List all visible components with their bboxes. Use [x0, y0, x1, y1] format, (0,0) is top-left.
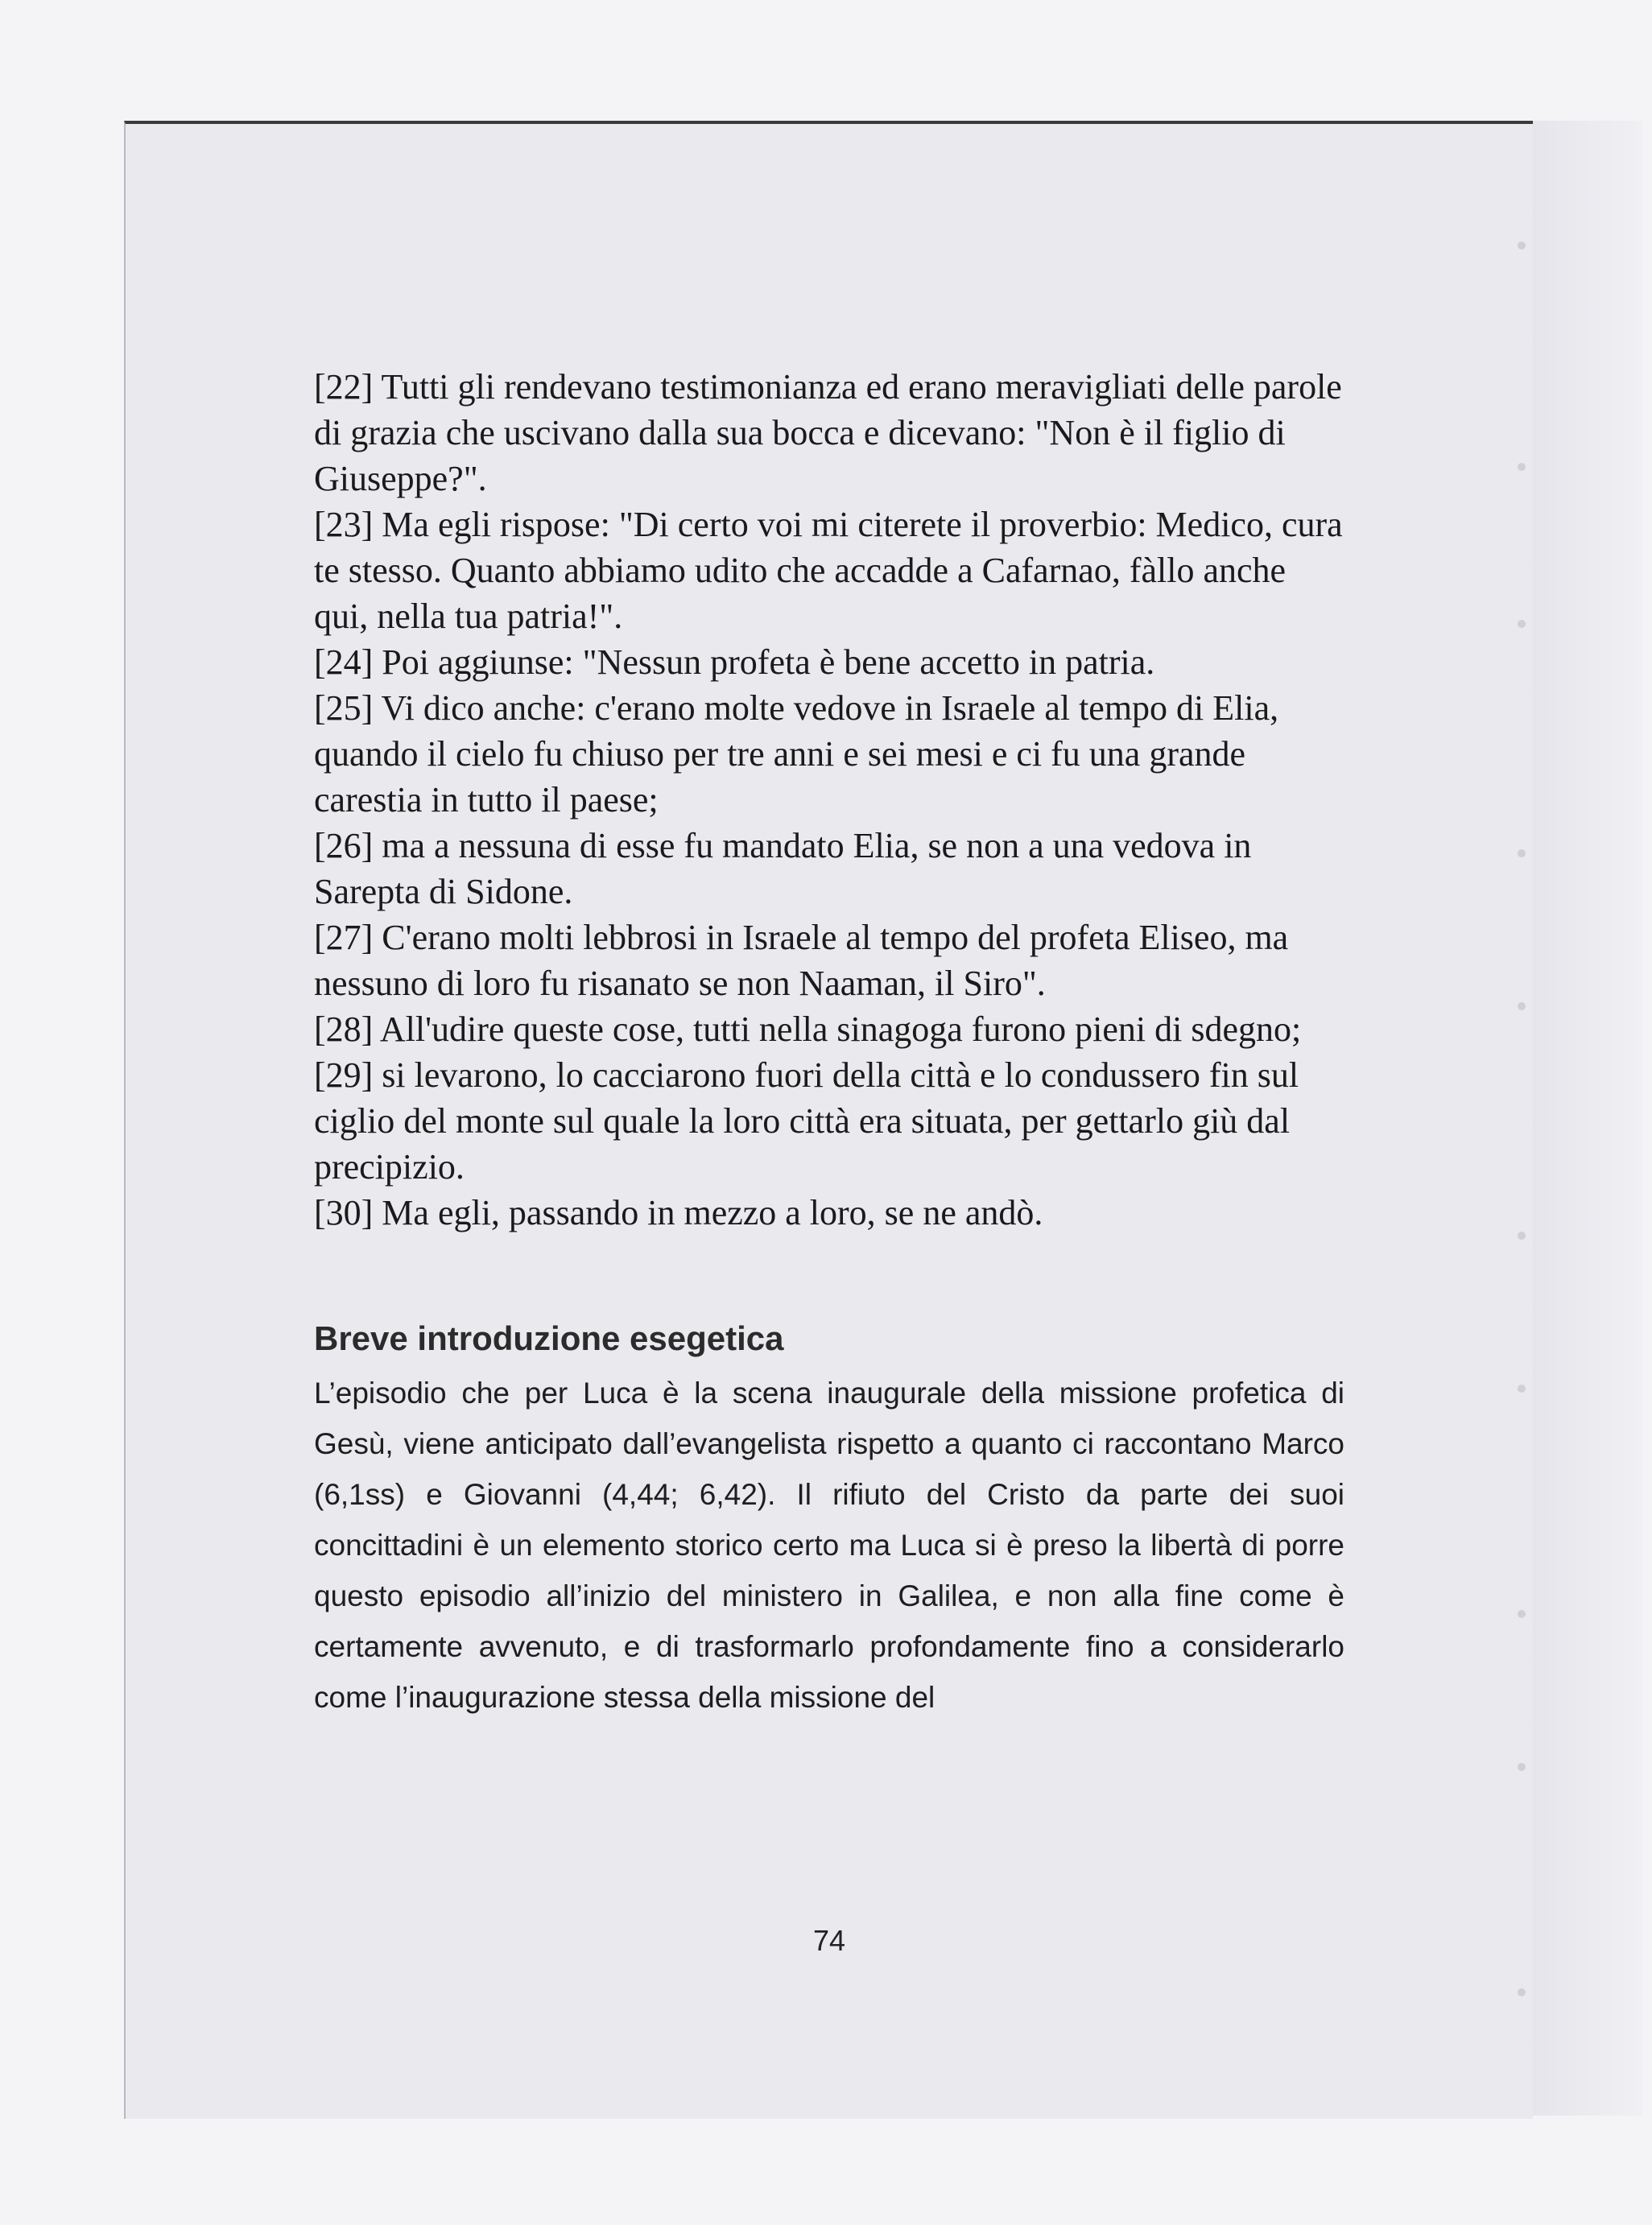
section-heading: Breve introduzione esegetica	[314, 1319, 784, 1357]
page-content	[314, 364, 1344, 1723]
punch-hole-mark	[1518, 1988, 1526, 1996]
verse-30: [30] Ma egli, passando in mezzo a loro, se ne andò.	[314, 1193, 1043, 1232]
page-edge-shadow	[1522, 121, 1642, 2116]
punch-hole-mark	[1518, 1232, 1526, 1240]
page-number: 74	[812, 1924, 846, 1957]
punch-hole-mark	[1518, 1002, 1526, 1010]
verse-26: [26] ma a nessuna di esse fu mandato Elia, se non a una vedova in Sarepta di Sidone.	[314, 826, 1252, 911]
verse-27: [27] C'erano molti lebbrosi in Israele al tempo del profeta Eliseo, ma nessuno di loro fu risanato se non Naaman, il Siro".	[314, 918, 1289, 1003]
verse-25: [25] Vi dico anche: c'erano molte vedove in Israele al tempo di Elia, quando il cielo fu chiuso per tre anni e sei mesi e ci fu una grande carestia in tutto il paese;	[314, 688, 1279, 819]
verse-28: [28] All'udire queste cose, tutti nella sinagoga furono pieni di sdegno;	[314, 1009, 1302, 1049]
punch-hole-mark	[1518, 620, 1526, 628]
verse-29: [29] si levarono, lo cacciarono fuori della città e lo condussero fin sul ciglio del monte sul quale la loro città era situata, per gettarlo giù dal precipizio.	[314, 1055, 1299, 1187]
punch-hole-mark	[1518, 1763, 1526, 1771]
punch-hole-mark	[1518, 1610, 1526, 1618]
punch-hole-mark	[1518, 463, 1526, 471]
verse-24: [24] Poi aggiunse: "Nessun profeta è bene accetto in patria.	[314, 642, 1155, 682]
verse-22: [22] Tutti gli rendevano testimonianza ed erano meravigliati delle parole di grazia che uscivano dalla sua bocca e dicevano: "Non è il figlio di Giuseppe?".	[314, 367, 1342, 498]
punch-hole-mark	[1518, 849, 1526, 857]
verse-23: [23] Ma egli rispose: "Di certo voi mi citerete il proverbio: Medico, cura te stesso. Quanto abbiamo udito che accadde a Cafarnao, fàllo anche qui, nella tua patria!".	[314, 505, 1343, 636]
scripture-passage	[314, 364, 1344, 1236]
punch-hole-mark	[1518, 241, 1526, 250]
introduction-paragraph: L’episodio che per Luca è la scena inaugurale della missione profetica di Gesù, viene anticipato dall’evangelista rispetto a quanto ci raccontano Marco (6,1ss) e Giovanni (4,44; 6,42). Il rifiuto del Cristo da parte dei suoi concittadini è un elemento storico certo ma Luca si è preso la libertà di porre questo episodio all’inizio del ministero in Galilea, e non alla fine come è certamente avvenuto, e di trasformarlo profondamente fino a considerarlo come l’inaugurazione stessa della missione del	[314, 1377, 1344, 1714]
punch-hole-mark	[1518, 1385, 1526, 1393]
